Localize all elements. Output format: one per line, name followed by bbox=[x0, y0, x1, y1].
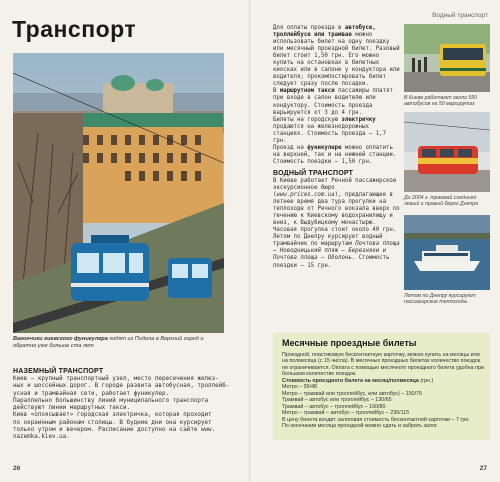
text-run: Проезд на bbox=[273, 144, 308, 151]
ground-line: nazemka.kiev.ua. bbox=[13, 434, 70, 441]
tickets-body bbox=[282, 352, 484, 429]
ground-line: Киев – крупный транспортный узел, место пересечения желез- bbox=[13, 376, 219, 382]
bold-run: автобусе, троллейбусе или трамвае bbox=[273, 25, 376, 39]
italic-run: www.prices.com.ua bbox=[276, 192, 335, 199]
fare-paragraph bbox=[273, 117, 400, 145]
page-number-left: 26 bbox=[13, 465, 21, 472]
tickets-title: Месячные проездные билеты bbox=[282, 338, 417, 348]
text-run: продаются на железнодорожных станциях. Стоимость проезда – 1,7 грн. bbox=[273, 123, 386, 144]
monthly-tickets-box bbox=[273, 333, 490, 440]
bus-caption: В Киеве работают около 550 автобусов на 50 маршрутах bbox=[404, 95, 478, 108]
ground-line: Параллельно большинству линий муниципального транспорта bbox=[13, 397, 209, 404]
tram-photo bbox=[404, 112, 490, 192]
ticket-price-row: Метро – трамвай – автобус – троллейбус – 230/115 bbox=[282, 410, 410, 417]
transport-fares-column bbox=[273, 25, 400, 270]
text-run: пассажиры платят при входе в салон водителю или кондуктору. Стоимость проезда варьируется от 3 до 4 грн. bbox=[273, 88, 393, 116]
ground-line: по окраинным районам столицы. В будние дни она курсирует bbox=[13, 419, 212, 426]
price-header-bold: Стоимость проездного билета на месяц/полмесяца bbox=[282, 377, 419, 384]
text-run: Для оплаты проезда в bbox=[273, 25, 345, 31]
ticket-note: По окончании месяца проездной можно сдать и забрать залог. bbox=[282, 422, 438, 429]
water-transport-title: ВОДНЫЙ ТРАНСПОРТ bbox=[273, 169, 354, 177]
ground-line: только утром и вечером. Расписание доступно на сайте www. bbox=[13, 427, 216, 434]
text-run: можно использовать билет на одну поездку или месячный проездной билет. Разовый билет стоит 1,50 грн. Его можно купить на остановках в билетных киосках или в салоне у кондуктора или водителя; прокомпостировать билет следует сразу после посадки. bbox=[273, 32, 400, 88]
bold-run: маршрутном такси bbox=[279, 88, 335, 95]
bus-photo bbox=[404, 24, 490, 92]
ground-line: Киев «опоясывает» городская электричка, которая проходит bbox=[13, 412, 212, 419]
ground-line: усная и трамвайная сети, работает фуникулер. bbox=[13, 390, 170, 397]
ticket-price-row: Трамвай – автобус – троллейбус – 160/80 bbox=[282, 403, 386, 410]
running-head: Водный транспорт bbox=[432, 12, 488, 19]
text-run: Стоимость поездки – 15 грн. bbox=[273, 255, 390, 269]
ground-line: действуют линии маршрутных такси. bbox=[13, 405, 131, 412]
text-run: Билеты на городскую bbox=[273, 116, 342, 123]
ground-transport-title: НАЗЕМНЫЙ ТРАНСПОРТ bbox=[13, 368, 104, 375]
tram-caption: До 2004 г. трамвай соединял левый и правый берег Днепра bbox=[404, 195, 479, 208]
ground-transport-text bbox=[13, 376, 235, 442]
ticket-price-row: Трамвай – автобус или троллейбус – 130/65 bbox=[282, 397, 392, 404]
funicular-caption bbox=[13, 336, 228, 350]
page-number-right: 27 bbox=[479, 465, 487, 472]
price-unit: (грн.) bbox=[418, 377, 434, 384]
text-run: можно оплатить на верхней, так и на нижней станции. Стоимость поездки – 1,50 грн. bbox=[273, 144, 397, 165]
tickets-intro: Проездной, пластиковую бесконтактную карточку, можно купить на месяцы или на полмесяца (с 15 числа). В месячных проездных билетах количество поездок не ограничивается. Оплата с помощью месячного проездного билета удобна при большом количестве поездок. bbox=[282, 352, 484, 378]
ticket-note: В цену билета входит залоговая стоимость бесконтактной карточки – 7 грн. bbox=[282, 416, 470, 423]
bold-run: электричку bbox=[341, 116, 376, 123]
fares-text bbox=[273, 25, 400, 166]
text-run: Летом по Днепру курсирует водный трамвайчик по маршрутам bbox=[273, 234, 383, 248]
fare-paragraph bbox=[273, 88, 400, 116]
ground-transport-section bbox=[13, 368, 235, 442]
ground-line: ных и шоссейных дорог. В городе развита автобусная, троллейб- bbox=[13, 383, 230, 390]
boat-photo bbox=[404, 215, 490, 290]
caption-bold: Вагончики киевского фуникулера bbox=[13, 336, 108, 342]
bold-run: фуникулере bbox=[307, 144, 342, 151]
text-run: В Киеве работает Речной пассажирское экскурсионное бюро ( bbox=[273, 177, 397, 199]
caption-text: ходят из Подола в Верхний город и обратно уже больше ста лет bbox=[13, 336, 204, 350]
water-paragraph bbox=[273, 178, 400, 234]
funicular-photo bbox=[13, 53, 224, 333]
italic-run: Почтова площа – Новодницький пляж – Березняки и Почтова площа – Оболонь. bbox=[273, 241, 400, 262]
ticket-price-row: Метро – 95/48 bbox=[282, 384, 318, 391]
page-title: Транспорт bbox=[12, 16, 137, 42]
text-run: В bbox=[273, 88, 280, 95]
fare-paragraph bbox=[273, 145, 400, 166]
fare-paragraph bbox=[273, 25, 400, 88]
ticket-price-row: Метро – трамвай или троллейбус, или автобус) – 150/75 bbox=[282, 390, 423, 397]
water-text bbox=[273, 178, 400, 270]
text-run: ), предлагающее в летнее время два тура прогулки на теплоходе от Речного вокзала вверх по течению к Киевскому водохранилищу и вниз, к Выдубицкому монастырю. Часовая прогулка стоит около 40 грн. bbox=[273, 192, 400, 234]
water-paragraph bbox=[273, 234, 400, 269]
right-page bbox=[250, 0, 500, 482]
boat-caption: Летом по Днепру курсируют пассажирские теплоходы bbox=[404, 293, 476, 306]
